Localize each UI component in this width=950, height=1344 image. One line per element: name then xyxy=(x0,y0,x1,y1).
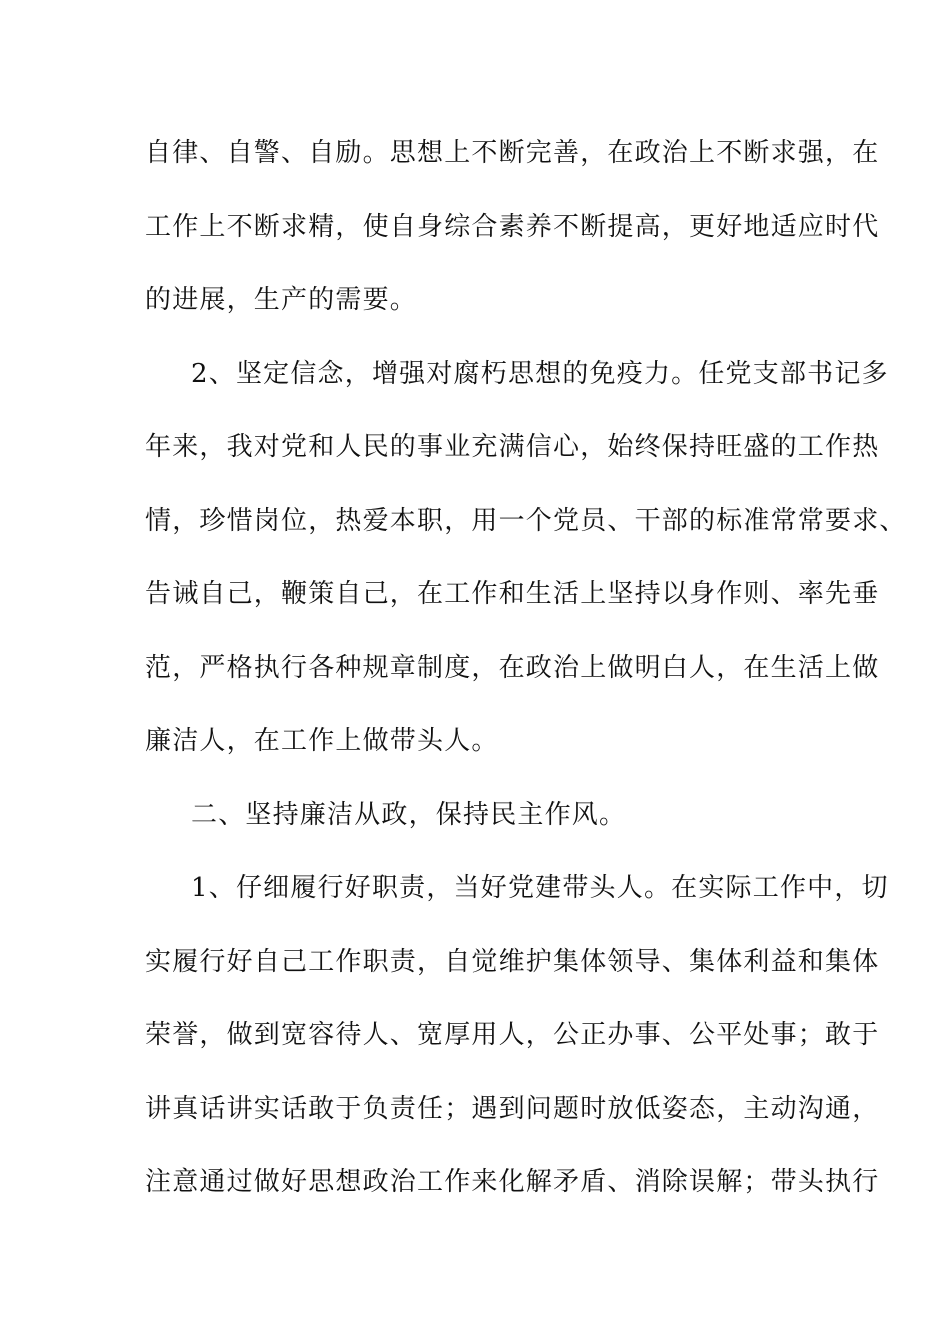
body-text xyxy=(145,130,907,1233)
text-line: 廉洁人，在工作上做带头人。 xyxy=(145,726,499,756)
text-line: 注意通过做好思想政治工作来化解矛盾、消除误解；带头执行 xyxy=(145,1167,880,1197)
text-line: 自律、自警、自励。思想上不断完善，在政治上不断求强，在 xyxy=(145,138,880,168)
text-line: 讲真话讲实话敢于负责任；遇到问题时放低姿态，主动沟通， xyxy=(145,1093,880,1124)
text-line: 情，珍惜岗位，热爱本职，用一个党员、干部的标准常常要求、 xyxy=(145,505,907,536)
text-line: 荣誉，做到宽容待人、宽厚用人，公正办事、公平处事；敢于 xyxy=(145,1020,880,1050)
text-line: 范，严格执行各种规章制度，在政治上做明白人，在生活上做 xyxy=(145,652,880,683)
section-heading: 二、坚持廉洁从政，保持民主作风。 xyxy=(191,799,627,830)
text-line: 的进展，生产的需要。 xyxy=(145,285,418,315)
text-line: 工作上不断求精，使自身综合素养不断提高，更好地适应时代 xyxy=(145,211,880,242)
text-line: 年来，我对党和人民的事业充满信心，始终保持旺盛的工作热 xyxy=(145,432,880,462)
text-line: 2、坚定信念，增强对腐朽思想的免疫力。任党支部书记多 xyxy=(191,358,889,389)
text-line: 实履行好自己工作职责，自觉维护集体领导、集体利益和集体 xyxy=(145,946,880,977)
text-line: 1、仔细履行好职责，当好党建带头人。在实际工作中，切 xyxy=(191,873,889,903)
text-line: 告诫自己，鞭策自己，在工作和生活上坚持以身作则、率先垂 xyxy=(145,579,880,609)
